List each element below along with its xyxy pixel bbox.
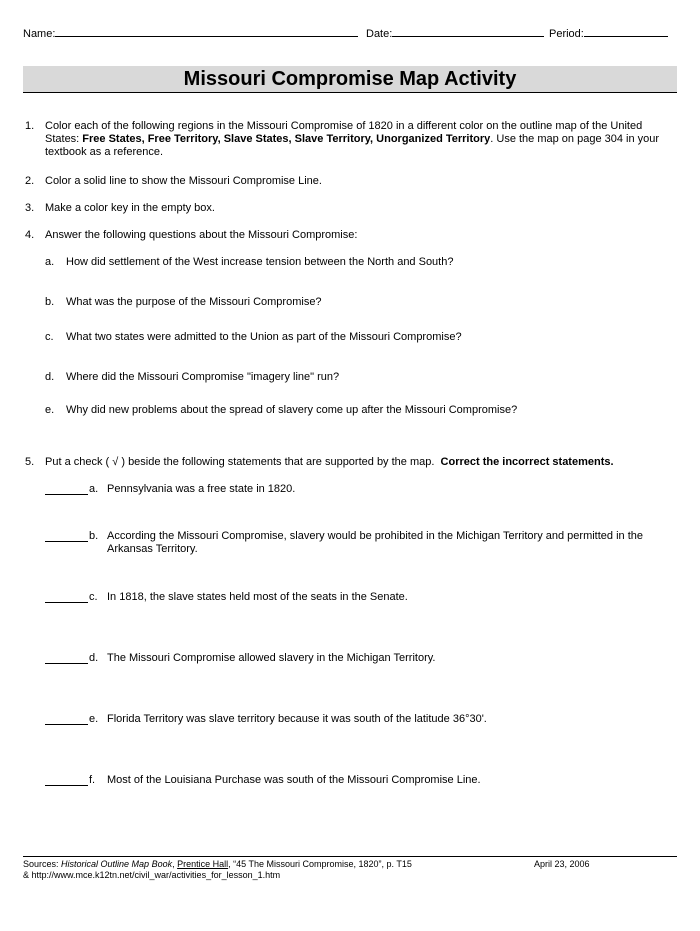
item-5-text bbox=[45, 456, 670, 469]
question-d-letter: d. bbox=[45, 371, 55, 383]
item-5-instruction: Put a check ( √ ) beside the following statements that are supported by the map. bbox=[45, 456, 435, 468]
date-label: Date: bbox=[366, 28, 393, 40]
period-label: Period: bbox=[549, 28, 584, 40]
statement-a-check-blank[interactable] bbox=[45, 484, 88, 495]
item-1-bold: Free States, Free Territory, Slave States, Slave Territory, Unorganized Territory bbox=[82, 133, 491, 145]
item-4-text: Answer the following questions about the Missouri Compromise: bbox=[45, 229, 358, 241]
date-field bbox=[366, 26, 544, 41]
statement-e-check-blank[interactable] bbox=[45, 714, 88, 725]
statement-e-text: Florida Territory was slave territory because it was south of the latitude 36°30'. bbox=[107, 713, 487, 725]
statement-c-text: In 1818, the slave states held most of the seats in the Senate. bbox=[107, 591, 408, 603]
source-book: Historical Outline Map Book bbox=[61, 859, 173, 869]
question-c-text: What two states were admitted to the Union as part of the Missouri Compromise? bbox=[66, 331, 462, 343]
statement-d-text: The Missouri Compromise allowed slavery in the Michigan Territory. bbox=[107, 652, 436, 664]
source-citation: , “45 The Missouri Compromise, 1820”, p. T15 bbox=[228, 859, 412, 869]
statement-d-check-blank[interactable] bbox=[45, 653, 88, 664]
item-4-number: 4. bbox=[25, 229, 35, 241]
question-a-text: How did settlement of the West increase tension between the North and South? bbox=[66, 256, 454, 268]
question-b-letter: b. bbox=[45, 296, 55, 308]
statement-a-text: Pennsylvania was a free state in 1820. bbox=[107, 483, 296, 495]
item-2-number: 2. bbox=[25, 175, 35, 187]
name-field bbox=[23, 26, 358, 41]
question-e-letter: e. bbox=[45, 404, 55, 416]
item-3-number: 3. bbox=[25, 202, 35, 214]
statement-d-letter: d. bbox=[89, 652, 99, 664]
period-blank[interactable] bbox=[584, 26, 668, 37]
source-sep: , bbox=[172, 859, 178, 869]
statement-e-letter: e. bbox=[89, 713, 99, 725]
statement-a-letter: a. bbox=[89, 483, 99, 495]
footer-url: & http://www.mce.k12tn.net/civil_war/activities_for_lesson_1.htm bbox=[23, 870, 281, 880]
statement-f-text: Most of the Louisiana Purchase was south of the Missouri Compromise Line. bbox=[107, 774, 481, 786]
footer-divider bbox=[23, 856, 677, 857]
statement-c-check-blank[interactable] bbox=[45, 592, 88, 603]
question-b-text: What was the purpose of the Missouri Compromise? bbox=[66, 296, 322, 308]
name-blank[interactable] bbox=[55, 26, 358, 37]
question-d-text: Where did the Missouri Compromise "imagery line" run? bbox=[66, 371, 340, 383]
item-1-text bbox=[45, 120, 670, 159]
source-publisher: Prentice Hall bbox=[177, 859, 229, 869]
question-a-letter: a. bbox=[45, 256, 55, 268]
item-3-text: Make a color key in the empty box. bbox=[45, 202, 215, 214]
footer-date: April 23, 2006 bbox=[534, 859, 590, 869]
period-field bbox=[549, 26, 668, 41]
date-blank[interactable] bbox=[392, 26, 544, 37]
name-label: Name: bbox=[23, 28, 56, 40]
statement-b-letter: b. bbox=[89, 530, 99, 542]
question-e-text: Why did new problems about the spread of slavery come up after the Missouri Compromise? bbox=[66, 404, 518, 416]
sources-label: Sources: bbox=[23, 859, 62, 869]
statement-f-check-blank[interactable] bbox=[45, 775, 88, 786]
item-1-text-after: . Use the map on page 304 in your textbook as a reference. bbox=[45, 133, 660, 158]
item-5-number: 5. bbox=[25, 456, 35, 468]
question-c-letter: c. bbox=[45, 331, 54, 343]
statement-b-text: According the Missouri Compromise, slavery would be prohibited in the Michigan Territory and permitted in the Arkansas Territory. bbox=[107, 530, 643, 555]
item-5-bold: Correct the incorrect statements. bbox=[440, 456, 614, 468]
statement-b-check-blank[interactable] bbox=[45, 531, 88, 542]
statement-f-letter: f. bbox=[89, 774, 96, 786]
footer-sources bbox=[23, 859, 523, 870]
page-title: Missouri Compromise Map Activity bbox=[23, 66, 677, 93]
item-1-text-before: Color each of the following regions in the Missouri Compromise of 1820 in a different color on the outline map of the United States: bbox=[45, 120, 643, 145]
statement-c-letter: c. bbox=[89, 591, 98, 603]
item-1-number: 1. bbox=[25, 120, 35, 132]
item-2-text: Color a solid line to show the Missouri Compromise Line. bbox=[45, 175, 322, 187]
